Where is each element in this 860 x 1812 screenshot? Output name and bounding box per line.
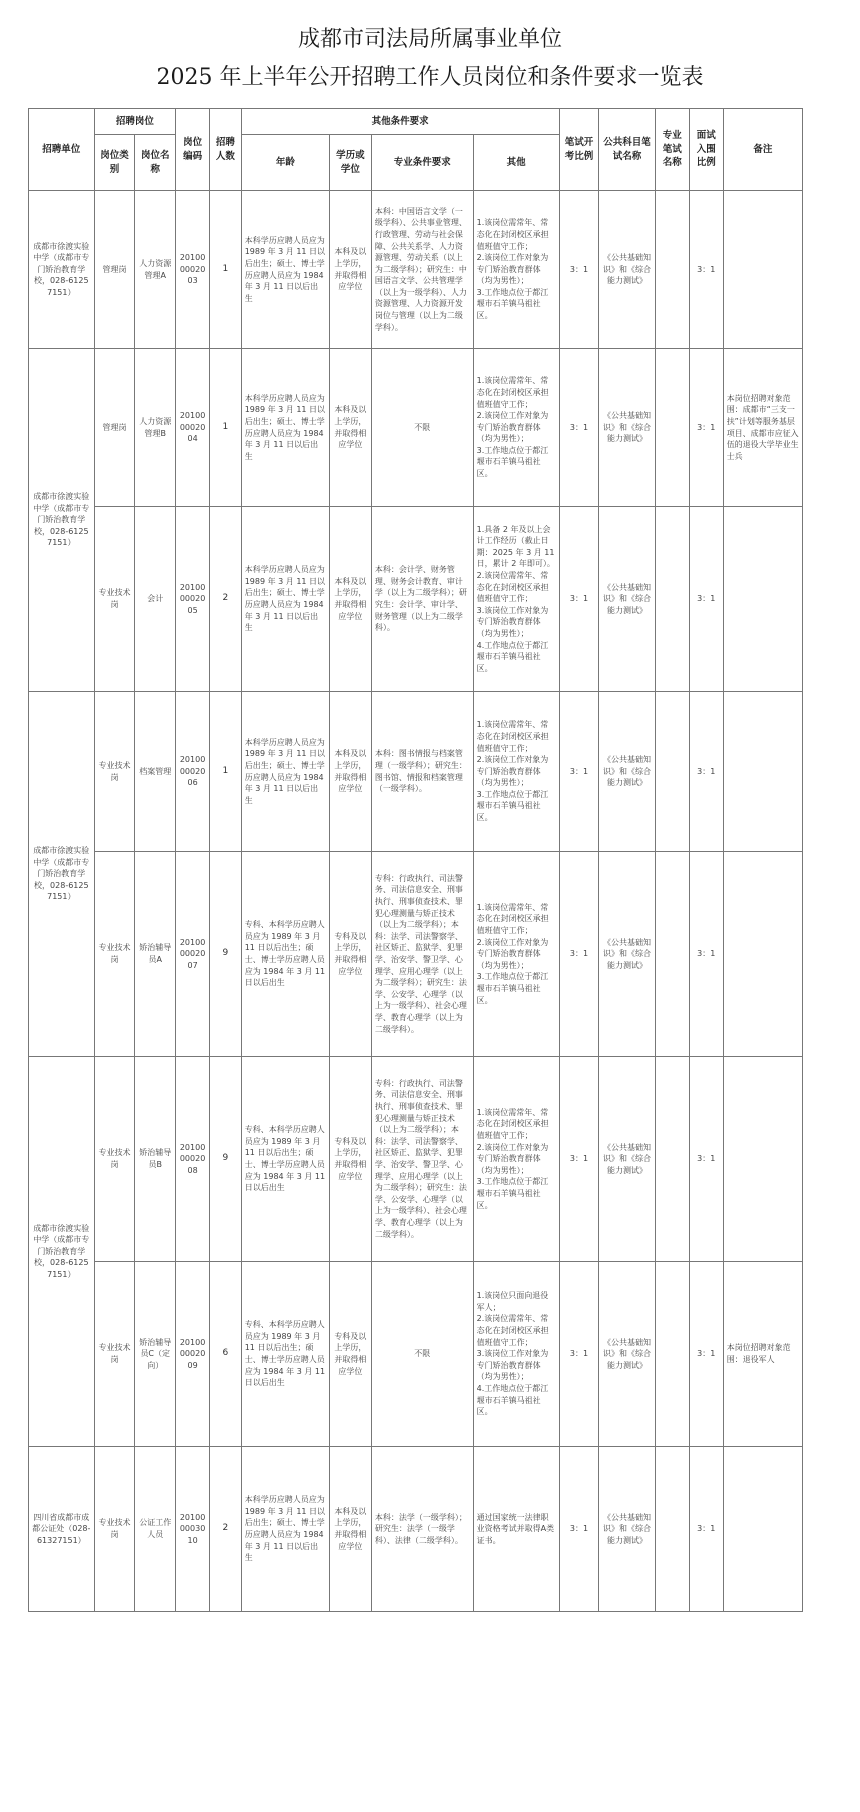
table-row	[29, 1057, 803, 1262]
table-row	[29, 1262, 803, 1447]
count-cell: 1	[210, 692, 242, 852]
public-exam-cell: 《公共基础知识》和《综合能力测试》	[599, 1057, 656, 1262]
public-exam-cell: 《公共基础知识》和《综合能力测试》	[599, 349, 656, 507]
ratio-cell: 3：1	[559, 1447, 599, 1612]
post-type-cell: 专业技术岗	[94, 692, 135, 852]
post-type-cell: 专业技术岗	[94, 1262, 135, 1447]
interview-cell: 3：1	[689, 191, 723, 349]
edu-cell: 本科及以上学历，并取得相应学位	[329, 507, 371, 692]
code-cell: 2010000020 03	[176, 191, 210, 349]
major-cell: 本科：会计学、财务管理、财务会计教育、审计学（以上为二级学科）；研究生：会计学、审计学、财务管理（以上为二级学科）。	[371, 507, 473, 692]
code-cell: 2010000020 06	[176, 692, 210, 852]
others-cell: 通过国家统一法律职业资格考试并取得A类证书。	[473, 1447, 559, 1612]
edu-cell: 本科及以上学历，并取得相应学位	[329, 1447, 371, 1612]
interview-cell: 3：1	[689, 1262, 723, 1447]
post-name-cell: 矫治辅导员C（定向）	[135, 1262, 176, 1447]
public-exam-cell: 《公共基础知识》和《综合能力测试》	[599, 191, 656, 349]
age-cell: 本科学历应聘人员应为 1989 年 3 月 11 日以后出生；硕士、博士学历应聘人员应为 1984 年 3 月 11 日以后出生	[241, 692, 329, 852]
code-cell: 2010000020 05	[176, 507, 210, 692]
unit-cell: 成都市徐渡实验中学（成都市专门矫治教育学校，028-61257151）	[29, 1057, 95, 1447]
major-cell: 不限	[371, 1262, 473, 1447]
prof-exam-cell	[655, 1262, 689, 1447]
header-interview: 面试入围比例	[689, 109, 723, 191]
page-title-line1: 成都市司法局所属事业单位	[297, 27, 562, 52]
prof-exam-cell	[655, 692, 689, 852]
remark-cell	[723, 692, 802, 852]
table-row	[29, 1447, 803, 1612]
table-row	[29, 852, 803, 1057]
header-remark: 备注	[723, 109, 802, 191]
post-type-cell: 管理岗	[94, 349, 135, 507]
count-cell: 9	[210, 1057, 242, 1262]
post-type-cell: 专业技术岗	[94, 1447, 135, 1612]
page-title-line2: 2025 年上半年公开招聘工作人员岗位和条件要求一览表	[156, 65, 704, 90]
others-cell: 1.该岗位需常年、常态化在封闭校区承担值班值守工作； 2.该岗位工作对象为专门矫治教育群体（均为男性）； 3.工作地点位于都江堰市石羊镇马祖社区。	[473, 349, 559, 507]
ratio-cell: 3：1	[559, 852, 599, 1057]
ratio-cell: 3：1	[559, 692, 599, 852]
count-cell: 2	[210, 1447, 242, 1612]
edu-cell: 本科及以上学历，并取得相应学位	[329, 692, 371, 852]
edu-cell: 本科及以上学历，并取得相应学位	[329, 349, 371, 507]
remark-cell	[723, 1447, 802, 1612]
post-name-cell: 公证工作人员	[135, 1447, 176, 1612]
count-cell: 1	[210, 349, 242, 507]
major-cell: 本科：图书情报与档案管理（一级学科）；研究生：图书馆、情报和档案管理（一级学科）。	[371, 692, 473, 852]
age-cell: 专科、本科学历应聘人员应为 1989 年 3 月 11 日以后出生；硕士、博士学历应聘人员应为 1984 年 3 月 11 日以后出生	[241, 852, 329, 1057]
others-cell: 1.该岗位需常年、常态化在封闭校区承担值班值守工作； 2.该岗位工作对象为专门矫治教育群体（均为男性）； 3.工作地点位于都江堰市石羊镇马祖社区。	[473, 1057, 559, 1262]
others-cell: 1.该岗位需常年、常态化在封闭校区承担值班值守工作； 2.该岗位工作对象为专门矫治教育群体（均为男性）； 3.工作地点位于都江堰市石羊镇马祖社区。	[473, 191, 559, 349]
unit-cell: 成都市徐渡实验中学（成都市专门矫治教育学校，028-61257151）	[29, 349, 95, 692]
header-major: 专业条件要求	[371, 135, 473, 191]
code-cell: 2010000030 10	[176, 1447, 210, 1612]
ratio-cell: 3：1	[559, 1262, 599, 1447]
remark-cell	[723, 191, 802, 349]
interview-cell: 3：1	[689, 1447, 723, 1612]
remark-cell: 本岗位招聘对象范围：退役军人	[723, 1262, 802, 1447]
major-cell: 本科：中国语言文学（一级学科）、公共事业管理、行政管理、劳动与社会保障、公共关系学、人力资源管理、劳动关系（以上为二级学科）；研究生：中国语言文学、公共管理学（以上为一级学科）、人力资源管理、人力资源开发岗位与管理（以上为二级学科）。	[371, 191, 473, 349]
prof-exam-cell	[655, 191, 689, 349]
others-cell: 1.该岗位只面向退役军人； 2.该岗位需常年、常态化在封闭校区承担值班值守工作； 3.该岗位工作对象为专门矫治教育群体（均为男性）； 4.工作地点位于都江堰市石羊镇马祖社区。	[473, 1262, 559, 1447]
header-post-type: 岗位类别	[94, 135, 135, 191]
edu-cell: 专科及以上学历，并取得相应学位	[329, 1057, 371, 1262]
public-exam-cell: 《公共基础知识》和《综合能力测试》	[599, 1447, 656, 1612]
remark-cell	[723, 852, 802, 1057]
header-post-name: 岗位名称	[135, 135, 176, 191]
table-row	[29, 692, 803, 852]
age-cell: 本科学历应聘人员应为 1989 年 3 月 11 日以后出生；硕士、博士学历应聘人员应为 1984 年 3 月 11 日以后出生	[241, 507, 329, 692]
age-cell: 专科、本科学历应聘人员应为 1989 年 3 月 11 日以后出生；硕士、博士学历应聘人员应为 1984 年 3 月 11 日以后出生	[241, 1057, 329, 1262]
count-cell: 2	[210, 507, 242, 692]
post-name-cell: 矫治辅导员B	[135, 1057, 176, 1262]
header-post: 招聘岗位	[94, 109, 175, 135]
prof-exam-cell	[655, 507, 689, 692]
code-cell: 2010000020 08	[176, 1057, 210, 1262]
public-exam-cell: 《公共基础知识》和《综合能力测试》	[599, 692, 656, 852]
post-name-cell: 矫治辅导员A	[135, 852, 176, 1057]
header-code: 岗位编码	[176, 109, 210, 191]
remark-cell	[723, 1057, 802, 1262]
ratio-cell: 3：1	[559, 1057, 599, 1262]
public-exam-cell: 《公共基础知识》和《综合能力测试》	[599, 1262, 656, 1447]
table-row	[29, 191, 803, 349]
edu-cell: 本科及以上学历，并取得相应学位	[329, 191, 371, 349]
major-cell: 本科：法学（一级学科）；研究生：法学（一级学科）、法律（二级学科）。	[371, 1447, 473, 1612]
age-cell: 本科学历应聘人员应为 1989 年 3 月 11 日以后出生；硕士、博士学历应聘人员应为 1984 年 3 月 11 日以后出生	[241, 191, 329, 349]
public-exam-cell: 《公共基础知识》和《综合能力测试》	[599, 507, 656, 692]
unit-cell: 成都市徐渡实验中学（成都市专门矫治教育学校，028-61257151）	[29, 692, 95, 1057]
recruitment-table	[28, 108, 803, 1612]
prof-exam-cell	[655, 349, 689, 507]
post-type-cell: 专业技术岗	[94, 507, 135, 692]
major-cell: 不限	[371, 349, 473, 507]
edu-cell: 专科及以上学历，并取得相应学位	[329, 1262, 371, 1447]
interview-cell: 3：1	[689, 507, 723, 692]
header-age: 年龄	[241, 135, 329, 191]
post-name-cell: 会计	[135, 507, 176, 692]
count-cell: 1	[210, 191, 242, 349]
interview-cell: 3：1	[689, 852, 723, 1057]
age-cell: 专科、本科学历应聘人员应为 1989 年 3 月 11 日以后出生；硕士、博士学历应聘人员应为 1984 年 3 月 11 日以后出生	[241, 1262, 329, 1447]
remark-cell	[723, 507, 802, 692]
others-cell: 1.具备 2 年及以上会计工作经历（截止日期：2025 年 3 月 11 日，累计 2 年即可）。 2.该岗位需常年、常态化在封闭校区承担值班值守工作； 3.该岗位工作对象为专门矫治教育群体（均为男性）； 4.工作地点位于都江堰市石羊镇马祖社区。	[473, 507, 559, 692]
others-cell: 1.该岗位需常年、常态化在封闭校区承担值班值守工作； 2.该岗位工作对象为专门矫治教育群体（均为男性）； 3.工作地点位于都江堰市石羊镇马祖社区。	[473, 692, 559, 852]
code-cell: 2010000020 07	[176, 852, 210, 1057]
prof-exam-cell	[655, 1447, 689, 1612]
code-cell: 2010000020 04	[176, 349, 210, 507]
unit-cell: 四川省成都市成都公证处（028-61327151）	[29, 1447, 95, 1612]
unit-cell: 成都市徐渡实验中学（成都市专门矫治教育学校，028-61257151）	[29, 191, 95, 349]
ratio-cell: 3：1	[559, 349, 599, 507]
header-others: 其他	[473, 135, 559, 191]
header-unit: 招聘单位	[29, 109, 95, 191]
post-type-cell: 管理岗	[94, 191, 135, 349]
interview-cell: 3：1	[689, 1057, 723, 1262]
count-cell: 9	[210, 852, 242, 1057]
others-cell: 1.该岗位需常年、常态化在封闭校区承担值班值守工作； 2.该岗位工作对象为专门矫治教育群体（均为男性）； 3.工作地点位于都江堰市石羊镇马祖社区。	[473, 852, 559, 1057]
remark-cell: 本岗位招聘对象范围：成都市“三支一扶”计划等服务基层项目、成都市应征入伍的退役大学毕业生士兵	[723, 349, 802, 507]
age-cell: 本科学历应聘人员应为 1989 年 3 月 11 日以后出生；硕士、博士学历应聘人员应为 1984 年 3 月 11 日以后出生	[241, 1447, 329, 1612]
major-cell: 专科：行政执行、司法警务、司法信息安全、刑事执行、刑事侦查技术、罪犯心理测量与矫正技术（以上为二级学科）；本科：法学、司法警察学、社区矫正、监狱学、犯罪学、治安学、警卫学、心理学、应用心理学（以上为二级学科）；研究生：法学、公安学、心理学（以上为一级学科）、社会心理学、教育心理学（以上为二级学科）。	[371, 1057, 473, 1262]
post-type-cell: 专业技术岗	[94, 852, 135, 1057]
header-edu: 学历或学位	[329, 135, 371, 191]
post-name-cell: 档案管理	[135, 692, 176, 852]
post-name-cell: 人力资源管理A	[135, 191, 176, 349]
public-exam-cell: 《公共基础知识》和《综合能力测试》	[599, 852, 656, 1057]
header-prof-exam: 专业笔试名称	[655, 109, 689, 191]
edu-cell: 专科及以上学历，并取得相应学位	[329, 852, 371, 1057]
age-cell: 本科学历应聘人员应为 1989 年 3 月 11 日以后出生；硕士、博士学历应聘人员应为 1984 年 3 月 11 日以后出生	[241, 349, 329, 507]
code-cell: 2010000020 09	[176, 1262, 210, 1447]
ratio-cell: 3：1	[559, 507, 599, 692]
count-cell: 6	[210, 1262, 242, 1447]
major-cell: 专科：行政执行、司法警务、司法信息安全、刑事执行、刑事侦查技术、罪犯心理测量与矫正技术（以上为二级学科）；本科：法学、司法警察学、社区矫正、监狱学、犯罪学、治安学、警卫学、心理学、应用心理学（以上为二级学科）；研究生：法学、公安学、心理学（以上为一级学科）、社会心理学、教育心理学（以上为二级学科）。	[371, 852, 473, 1057]
header-count: 招聘人数	[210, 109, 242, 191]
post-name-cell: 人力资源管理B	[135, 349, 176, 507]
prof-exam-cell	[655, 1057, 689, 1262]
header-ratio: 笔试开考比例	[559, 109, 599, 191]
table-row	[29, 349, 803, 507]
ratio-cell: 3：1	[559, 191, 599, 349]
header-other-conditions: 其他条件要求	[241, 109, 559, 135]
header-public-exam: 公共科目笔试名称	[599, 109, 656, 191]
post-type-cell: 专业技术岗	[94, 1057, 135, 1262]
prof-exam-cell	[655, 852, 689, 1057]
interview-cell: 3：1	[689, 692, 723, 852]
interview-cell: 3：1	[689, 349, 723, 507]
table-row	[29, 507, 803, 692]
